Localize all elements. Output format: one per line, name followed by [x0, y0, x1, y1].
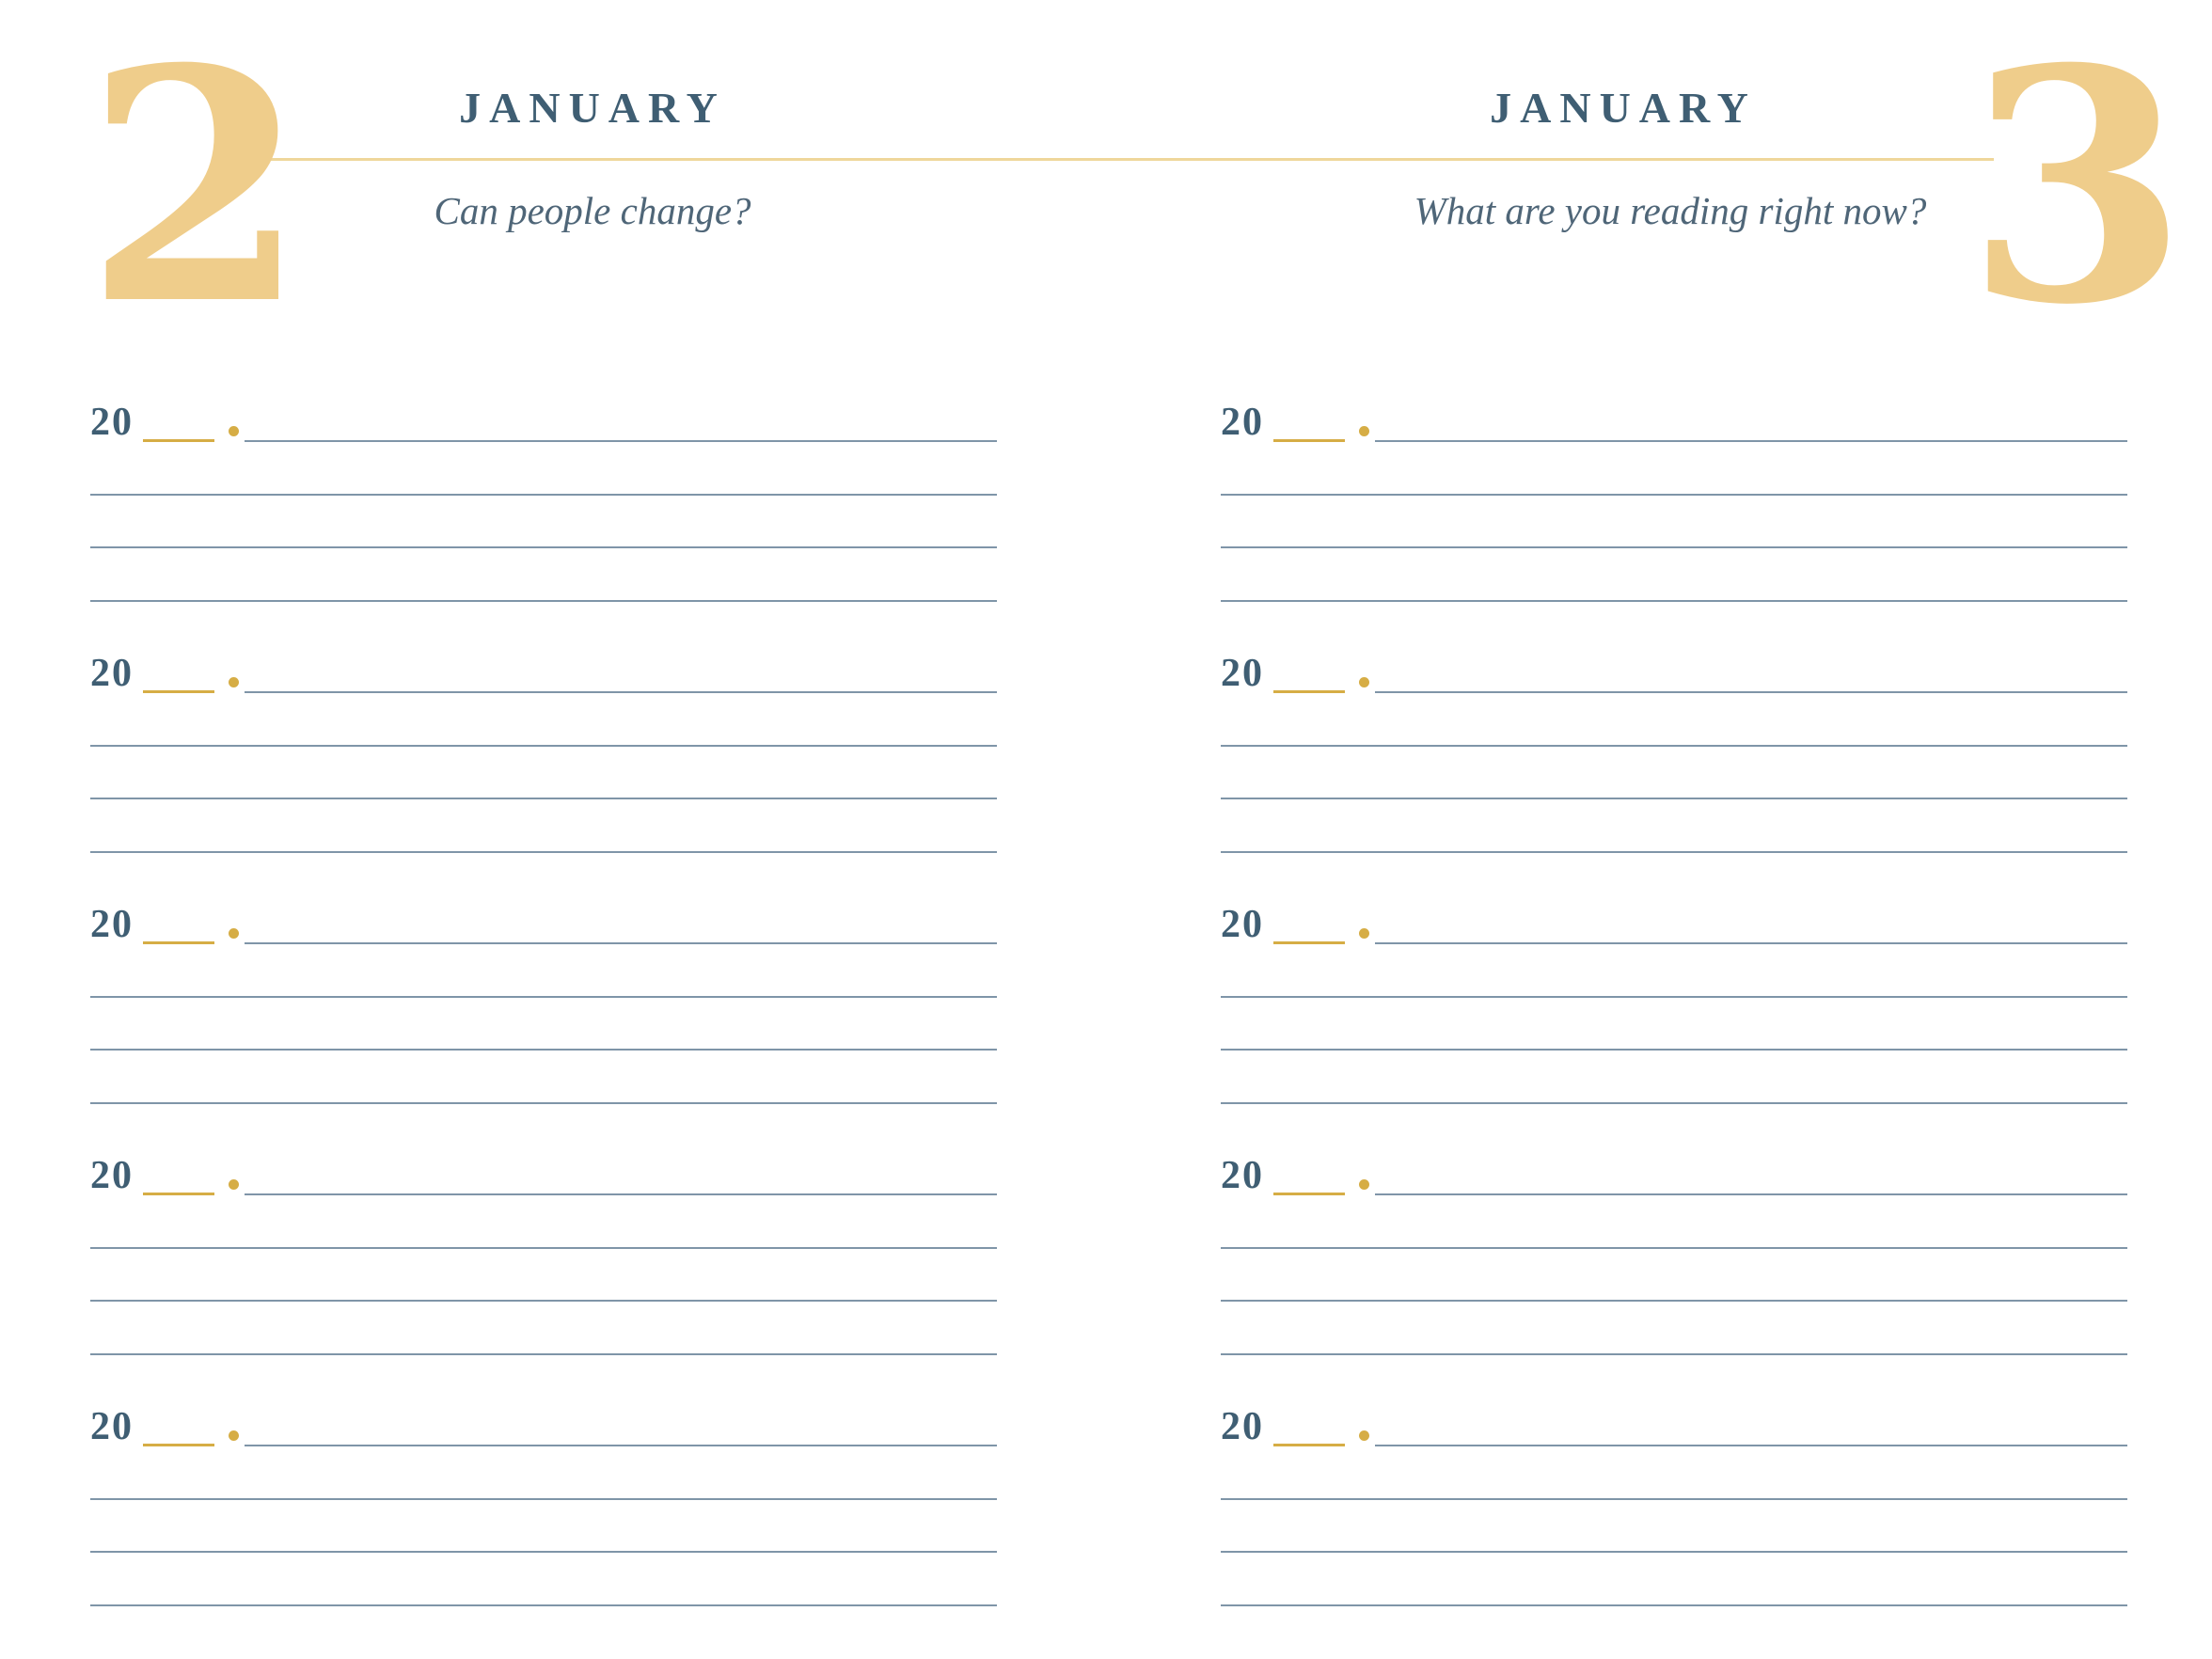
day-number	[85, 0, 308, 375]
writing-line[interactable]	[90, 851, 997, 853]
writing-line[interactable]	[1375, 440, 2127, 442]
year-blank-field[interactable]	[1273, 1444, 1345, 1446]
writing-line[interactable]	[245, 1445, 997, 1446]
writing-line[interactable]	[1221, 546, 2127, 548]
year-prefix: 20	[1221, 903, 1264, 946]
bullet-dot	[229, 928, 239, 939]
bullet-dot	[1359, 677, 1369, 687]
writing-line[interactable]	[1221, 1247, 2127, 1249]
year-blank-field[interactable]	[1273, 1193, 1345, 1195]
year-prefix: 20	[90, 1405, 134, 1448]
journal-entry	[1221, 905, 2127, 1121]
bullet-dot	[1359, 928, 1369, 939]
writing-line[interactable]	[1221, 600, 2127, 602]
bullet-dot	[1359, 1179, 1369, 1190]
year-prefix: 20	[1221, 652, 1264, 695]
writing-line[interactable]	[90, 1300, 997, 1302]
writing-line[interactable]	[245, 942, 997, 944]
journal-entry	[90, 1156, 997, 1372]
year-prefix: 20	[90, 652, 134, 695]
year-blank-field[interactable]	[143, 1444, 214, 1446]
year-prefix: 20	[1221, 1405, 1264, 1448]
bullet-dot	[1359, 426, 1369, 436]
writing-line[interactable]	[1375, 942, 2127, 944]
month-heading: JANUARY	[459, 84, 726, 132]
writing-line[interactable]	[1221, 851, 2127, 853]
writing-line[interactable]	[90, 1498, 997, 1500]
daily-prompt: Can people change?	[434, 189, 751, 232]
writing-line[interactable]	[1221, 1049, 2127, 1051]
year-prefix: 20	[1221, 401, 1264, 444]
writing-line[interactable]	[1221, 996, 2127, 998]
journal-entry	[90, 905, 997, 1121]
year-blank-field[interactable]	[143, 439, 214, 442]
writing-line[interactable]	[90, 1551, 997, 1553]
journal-entry	[90, 654, 997, 870]
writing-line[interactable]	[1221, 1604, 2127, 1606]
day-number-glyph: 3	[1966, 0, 2188, 375]
year-prefix: 20	[90, 903, 134, 946]
writing-line[interactable]	[1221, 1300, 2127, 1302]
writing-line[interactable]	[1375, 1445, 2127, 1446]
year-blank-field[interactable]	[143, 1193, 214, 1195]
writing-line[interactable]	[90, 494, 997, 496]
writing-line[interactable]	[90, 1102, 997, 1104]
writing-line[interactable]	[90, 1049, 997, 1051]
writing-line[interactable]	[90, 1604, 997, 1606]
year-blank-field[interactable]	[1273, 439, 1345, 442]
year-prefix: 20	[1221, 1154, 1264, 1197]
bullet-dot	[1359, 1430, 1369, 1441]
journal-entry	[1221, 403, 2127, 619]
writing-line[interactable]	[1221, 1353, 2127, 1355]
journal-entry	[90, 1407, 997, 1623]
writing-line[interactable]	[90, 546, 997, 548]
year-blank-field[interactable]	[1273, 690, 1345, 693]
writing-line[interactable]	[245, 691, 997, 693]
writing-line[interactable]	[90, 745, 997, 747]
month-heading: JANUARY	[1490, 84, 1757, 132]
year-prefix: 20	[90, 401, 134, 444]
journal-entry	[90, 403, 997, 619]
writing-line[interactable]	[90, 996, 997, 998]
journal-entry	[1221, 1407, 2127, 1623]
writing-line[interactable]	[245, 440, 997, 442]
writing-line[interactable]	[1221, 745, 2127, 747]
right-page	[1106, 0, 2212, 1659]
bullet-dot	[229, 426, 239, 436]
writing-line[interactable]	[1221, 494, 2127, 496]
journal-entry	[1221, 654, 2127, 870]
writing-line[interactable]	[90, 600, 997, 602]
writing-line[interactable]	[90, 1247, 997, 1249]
year-blank-field[interactable]	[143, 690, 214, 693]
writing-line[interactable]	[90, 798, 997, 799]
daily-prompt: What are you reading right now?	[1414, 189, 1927, 232]
writing-line[interactable]	[1221, 1102, 2127, 1104]
bullet-dot	[229, 1430, 239, 1441]
writing-line[interactable]	[1221, 1551, 2127, 1553]
day-number-glyph: 2	[85, 0, 308, 375]
bullet-dot	[229, 1179, 239, 1190]
writing-line[interactable]	[245, 1193, 997, 1195]
writing-line[interactable]	[1375, 691, 2127, 693]
writing-line[interactable]	[1221, 798, 2127, 799]
writing-line[interactable]	[1375, 1193, 2127, 1195]
journal-entry	[1221, 1156, 2127, 1372]
writing-line[interactable]	[90, 1353, 997, 1355]
year-blank-field[interactable]	[143, 941, 214, 944]
bullet-dot	[229, 677, 239, 687]
year-prefix: 20	[90, 1154, 134, 1197]
writing-line[interactable]	[1221, 1498, 2127, 1500]
year-blank-field[interactable]	[1273, 941, 1345, 944]
